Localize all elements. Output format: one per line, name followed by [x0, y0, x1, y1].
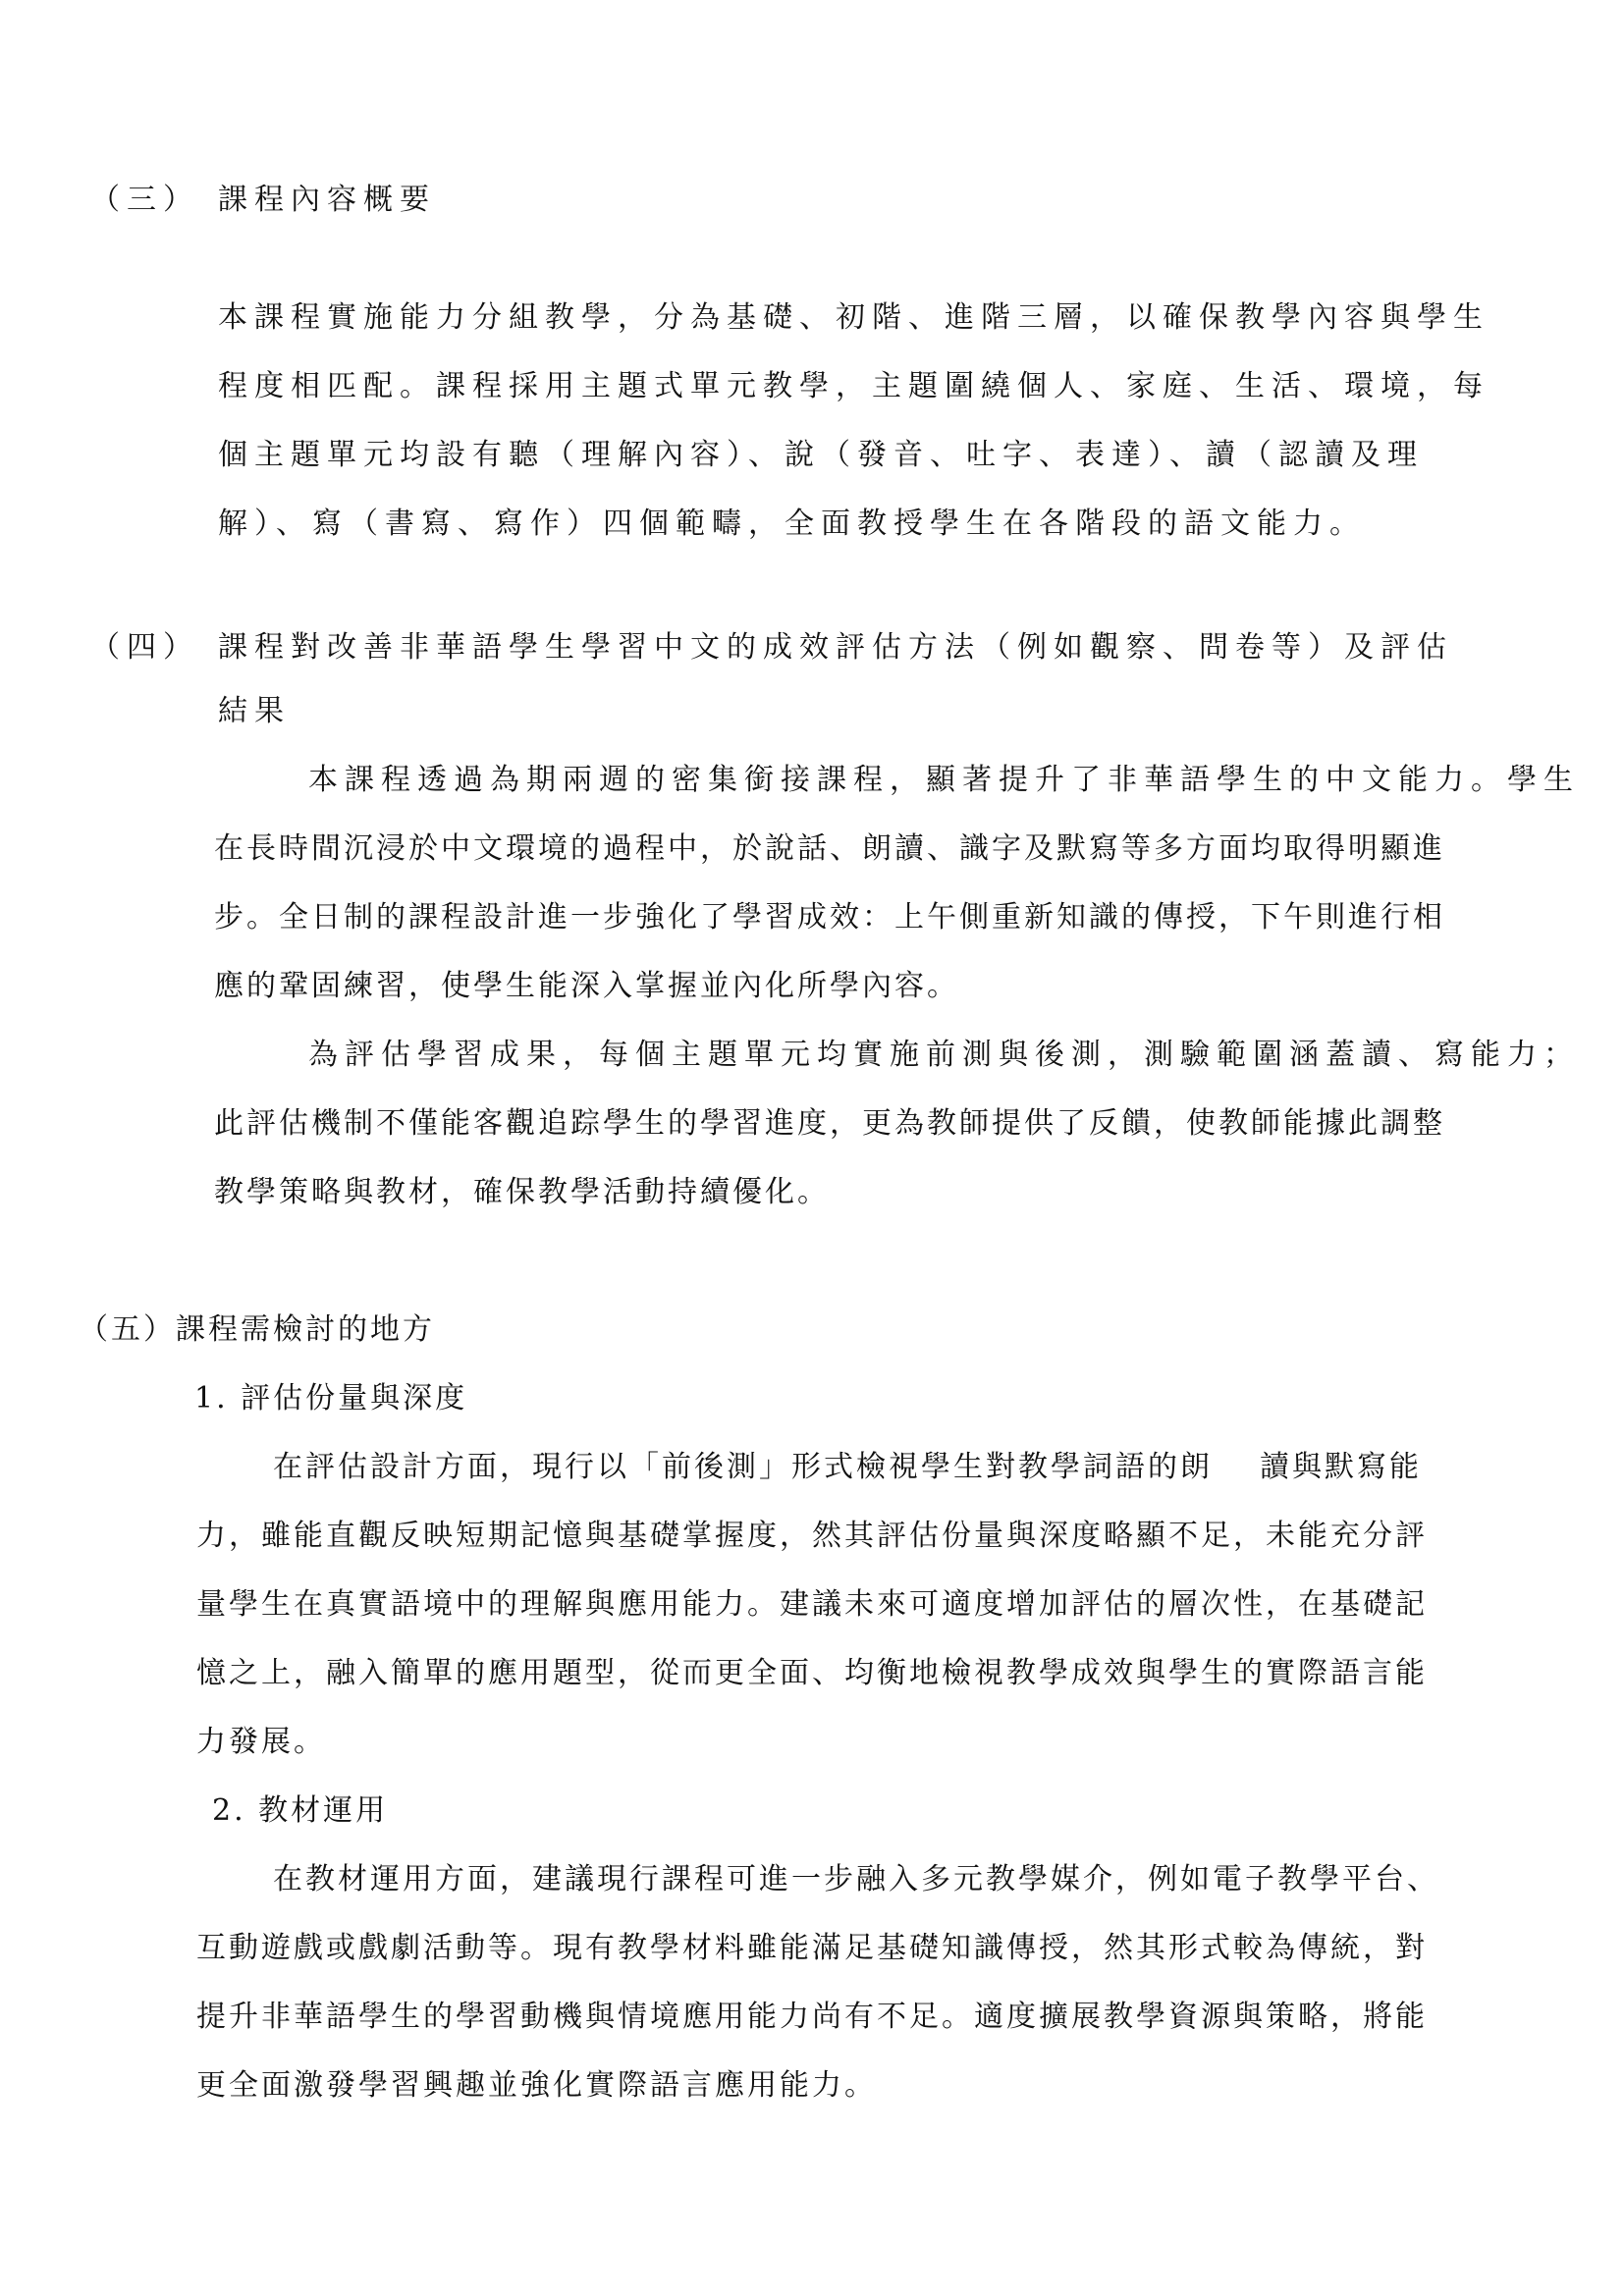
section3-line-3: 個主題單元均設有聽（理解內容）、說（發音、吐字、表達）、讀（認讀及理: [218, 438, 1424, 472]
section3-title: 課程內容概要: [218, 183, 436, 217]
section4-para1-line-2: 在長時間沉浸於中文環境的過程中，於說話、朗讀、識字及默寫等多方面均取得明顯進: [214, 831, 1445, 866]
section3-number: （三）: [90, 183, 199, 217]
section5-item1-line-4: 憶之上，融入簡單的應用題型，從而更全面、均衡地檢視教學成效與學生的實際語言能: [196, 1656, 1428, 1690]
section5-item2-title: 2. 教材運用: [212, 1793, 389, 1828]
section4-para1-line-3: 步。全日制的課程設計進一步強化了學習成效：上午側重新知識的傳授，下午則進行相: [214, 900, 1445, 934]
section4-para1-line-4: 應的鞏固練習，使學生能深入掌握並內化所學內容。: [214, 969, 959, 1003]
section4-number: （四）: [90, 630, 199, 665]
section4-para2-line-3: 教學策略與教材，確保教學活動持續優化。: [214, 1175, 830, 1209]
section5-item1-line-1: [273, 1448, 1422, 1487]
section4-para2-line-1: 為評估學習成果，每個主題單元均實施前測與後測，測驗範圍涵蓋讀、寫能力；: [308, 1038, 1580, 1072]
section5-item1-line-3: 量學生在真實語境中的理解與應用能力。建議未來可適度增加評估的層次性，在基礎記: [196, 1587, 1428, 1622]
section5-item1-line-1-part-2: 讀與默寫能: [1260, 1450, 1422, 1484]
section5-item2-line-4: 更全面激發學習興趣並強化實際語言應用能力。: [196, 2068, 877, 2103]
section4-para1-line-1: 本課程透過為期兩週的密集銜接課程，顯著提升了非華語學生的中文能力。學生: [308, 763, 1580, 797]
section5-item1-title: 1. 評估份量與深度: [194, 1381, 468, 1415]
section5-item1-line-2: 力，雖能直觀反映短期記憶與基礎掌握度，然其評估份量與深度略顯不足，未能充分評: [196, 1519, 1428, 1553]
section5-item1-line-5: 力發展。: [196, 1725, 326, 1759]
section4-para2-line-2: 此評估機制不僅能客觀追踪學生的學習進度，更為教師提供了反饋，使教師能據此調整: [214, 1106, 1445, 1141]
section3-line-1: 本課程實施能力分組教學，分為基礎、初階、進階三層，以確保教學內容與學生: [218, 300, 1489, 335]
section5-item2-line-2: 互動遊戲或戲劇活動等。現有教學材料雖能滿足基礎知識傳授，然其形式較為傳統，對: [196, 1931, 1428, 1965]
section4-title-line-2: 結果: [218, 694, 291, 728]
section3-line-2: 程度相匹配。課程採用主題式單元教學，主題圍繞個人、家庭、生活、環境，每: [218, 369, 1489, 403]
section4-title-line-1: 課程對改善非華語學生學習中文的成效評估方法（例如觀察、問卷等）及評估: [218, 630, 1453, 665]
section3-line-4: 解）、寫（書寫、寫作）四個範疇，全面教授學生在各階段的語文能力。: [218, 507, 1366, 541]
section5-item1-line-1-part-1: 在評估設計方面，現行以「前後測」形式檢視學生對教學詞語的朗: [273, 1450, 1213, 1484]
section5-item2-line-1: 在教材運用方面，建議現行課程可進一步融入多元教學媒介，例如電子教學平台、: [273, 1862, 1439, 1896]
section5-item2-line-3: 提升非華語學生的學習動機與情境應用能力尚有不足。適度擴展教學資源與策略，將能: [196, 2000, 1428, 2034]
section5-heading: （五）課程需檢討的地方: [79, 1312, 435, 1347]
